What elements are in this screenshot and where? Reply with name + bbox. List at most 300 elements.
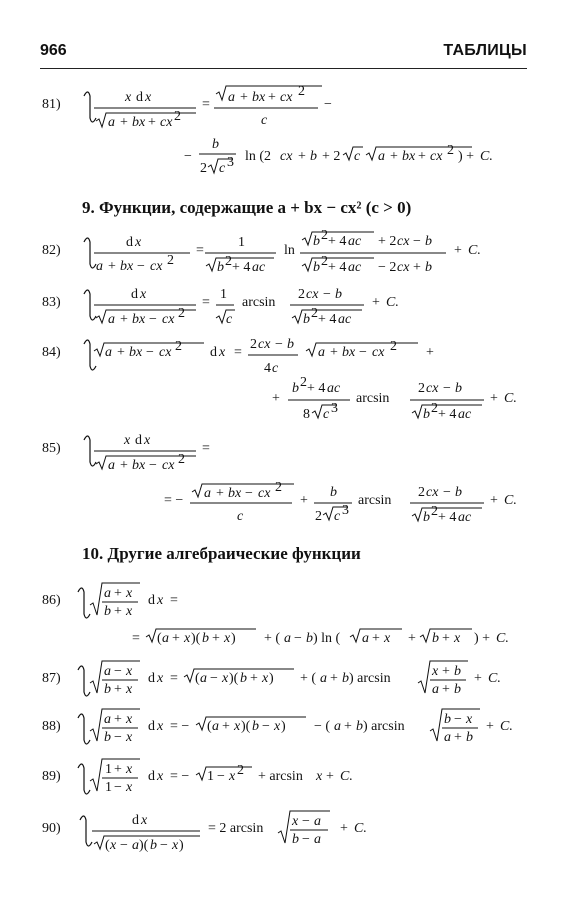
svg-text:+: + [212,631,220,646]
svg-text:b: b [335,287,342,302]
svg-text:3: 3 [227,155,234,170]
svg-text:b: b [313,234,320,249]
svg-text:a: a [104,664,111,679]
svg-text:−: − [413,234,421,249]
svg-text:2: 2 [225,254,232,269]
svg-text:x: x [135,235,142,250]
svg-text:C.: C. [500,719,513,734]
svg-text:cx: cx [280,90,293,105]
svg-text:86): 86) [42,593,61,608]
svg-text:c: c [219,161,226,176]
svg-text:a: a [104,712,111,727]
svg-text:a: a [96,259,103,274]
svg-text:+: + [108,259,116,274]
svg-text:x: x [222,671,229,686]
svg-text:+ 4: + 4 [328,234,347,249]
svg-text:+: + [114,604,122,619]
page-number: 966 [40,42,67,59]
svg-text:+: + [344,719,352,734]
svg-text:+ 4: + 4 [438,510,457,525]
svg-text:−: − [160,838,168,853]
svg-text:−: − [217,769,225,784]
svg-text:83): 83) [42,295,61,310]
svg-text:+ 4: + 4 [307,381,326,396]
svg-text:b: b [303,312,310,327]
svg-text:a: a [200,671,207,686]
svg-text:c: c [237,509,244,524]
svg-text:2: 2 [418,485,425,500]
svg-text:b: b [292,832,299,847]
svg-text:+: + [172,631,180,646]
svg-text:90): 90) [42,821,61,836]
svg-text:): ) [179,838,184,853]
svg-text:2: 2 [315,509,322,524]
svg-text:2: 2 [275,480,282,495]
svg-text:+: + [117,345,125,360]
svg-text:arcsin: arcsin [242,295,276,310]
svg-text:−: − [302,814,310,829]
svg-text:1: 1 [238,235,245,250]
svg-text:x: x [126,586,133,601]
svg-text:d: d [148,719,155,734]
svg-text:+: + [298,149,306,164]
svg-text:) arcsin: ) arcsin [363,719,405,734]
svg-text:+: + [442,664,450,679]
svg-text:b: b [240,671,247,686]
svg-text:b: b [104,604,111,619]
svg-text:x: x [126,604,133,619]
svg-text:+ arcsin: + arcsin [258,769,303,784]
svg-text:x: x [126,730,133,745]
svg-text:−: − [184,149,192,164]
svg-text:+: + [490,493,498,508]
svg-text:−: − [210,671,218,686]
svg-text:C.: C. [354,821,367,836]
svg-text:−: − [294,631,302,646]
svg-text:b: b [330,485,337,500]
svg-text:+: + [426,345,434,360]
svg-text:a: a [320,671,327,686]
svg-text:a: a [314,832,321,847]
svg-text:C.: C. [504,391,517,406]
svg-text:b: b [150,838,157,853]
svg-text:cx: cx [426,381,439,396]
svg-text:ac: ac [458,407,472,422]
svg-text:2: 2 [175,339,182,354]
svg-text:+ 4: + 4 [232,260,251,275]
svg-text:+: + [268,90,276,105]
svg-text:)(: )( [241,719,251,734]
svg-text:+: + [413,260,421,275]
svg-text:+: + [330,345,338,360]
svg-text:+: + [408,631,416,646]
svg-text:arcsin: arcsin [356,391,390,406]
svg-text:x: x [124,433,131,448]
svg-text:x: x [157,671,164,686]
svg-text:1: 1 [220,287,227,302]
svg-text:2: 2 [300,375,307,390]
svg-text:(: ( [105,838,110,853]
svg-text:cx: cx [430,149,443,164]
svg-text:b: b [423,510,430,525]
svg-text:c: c [272,361,279,376]
svg-text:−: − [275,337,283,352]
svg-text:a: a [314,814,321,829]
svg-text:d: d [148,671,155,686]
svg-text:−: − [146,345,154,360]
svg-text:−: − [114,780,122,795]
svg-text:a: a [228,90,235,105]
svg-text:−: − [443,485,451,500]
svg-text:=: = [202,441,210,456]
svg-text:C.: C. [480,149,493,164]
svg-text:−: − [324,97,332,112]
svg-text:cx: cx [150,259,163,274]
svg-text:C.: C. [340,769,353,784]
svg-text:x: x [145,90,152,105]
svg-text:=: = [202,295,210,310]
svg-text:+: + [300,493,308,508]
svg-text:+: + [442,682,450,697]
svg-text:3: 3 [331,401,338,416]
svg-text:+: + [372,295,380,310]
svg-text:= 2 arcsin: = 2 arcsin [208,821,264,836]
svg-text:1: 1 [207,769,214,784]
svg-text:C.: C. [496,631,509,646]
svg-text:2: 2 [418,381,425,396]
svg-text:C.: C. [488,671,501,686]
svg-text:a: a [432,682,439,697]
svg-text:+: + [390,149,398,164]
svg-text:cx: cx [397,260,410,275]
svg-text:= −: = − [164,493,184,508]
svg-text:− (: − ( [314,719,331,734]
svg-text:a: a [334,719,341,734]
svg-text:+: + [240,90,248,105]
svg-text:b: b [292,381,299,396]
svg-text:b: b [310,149,317,164]
svg-text:cx: cx [258,337,271,352]
svg-text:2: 2 [298,287,305,302]
svg-text:ln (2: ln (2 [245,149,272,164]
svg-text:1: 1 [105,762,112,777]
svg-text:−: − [443,381,451,396]
svg-text:2: 2 [174,109,181,124]
svg-text:ac: ac [327,381,341,396]
svg-text:+ 2: + 2 [378,234,397,249]
svg-text:2: 2 [321,228,328,243]
svg-text:=: = [202,97,210,112]
svg-text:−: − [302,832,310,847]
svg-text:x: x [229,769,236,784]
svg-text:84): 84) [42,345,61,360]
svg-text:a: a [318,345,325,360]
formula-number: 81) [42,97,61,112]
svg-text:bx: bx [342,345,356,360]
svg-text:x: x [466,712,473,727]
svg-text:a: a [105,345,112,360]
svg-text:b: b [252,719,259,734]
svg-text:=: = [234,345,242,360]
svg-text:+: + [114,586,122,601]
svg-text:−: − [137,259,145,274]
svg-text:89): 89) [42,769,61,784]
svg-text:cx: cx [159,345,172,360]
svg-text:x: x [157,593,164,608]
svg-text:−: − [454,712,462,727]
svg-text:3: 3 [342,503,349,518]
svg-text:−: − [149,458,157,473]
svg-text:cx: cx [160,115,173,130]
svg-text:c: c [261,113,268,128]
svg-text:bx: bx [129,345,143,360]
svg-text:a: a [212,719,219,734]
svg-text:x: x [157,719,164,734]
svg-text:a: a [104,586,111,601]
svg-text:= −: = − [170,769,190,784]
svg-text:cx: cx [162,312,175,327]
svg-text:a: a [204,486,211,501]
svg-text:b: b [455,381,462,396]
svg-text:=: = [132,631,140,646]
svg-text:) +: ) + [474,631,491,646]
svg-text:=: = [196,243,204,258]
svg-text:+: + [418,149,426,164]
svg-text:x: x [172,838,179,853]
svg-text:x: x [219,345,226,360]
svg-text:x: x [292,814,299,829]
svg-text:x: x [454,631,461,646]
svg-text:x: x [316,769,323,784]
svg-text:b: b [313,260,320,275]
svg-text:bx: bx [132,458,146,473]
svg-text:b: b [423,407,430,422]
svg-text:2: 2 [178,452,185,467]
svg-text:ac: ac [458,510,472,525]
svg-text:x: x [141,813,148,828]
svg-text:+: + [120,312,128,327]
svg-text:c: c [334,509,341,524]
svg-text:b: b [454,664,461,679]
svg-text:a: a [108,115,115,130]
svg-text:x: x [140,287,147,302]
svg-text:bx: bx [228,486,242,501]
svg-text:cx: cx [306,287,319,302]
svg-text:4: 4 [264,361,271,376]
svg-text:c: c [354,149,361,164]
svg-text:a: a [108,458,115,473]
svg-text:b: b [217,260,224,275]
svg-text:+: + [148,115,156,130]
svg-text:= −: = − [170,719,190,734]
svg-text:−: − [359,345,367,360]
svg-text:+: + [340,821,348,836]
svg-text:b: b [425,234,432,249]
svg-text:+ 4: + 4 [328,260,347,275]
svg-text:+: + [272,391,280,406]
svg-text:b: b [455,485,462,500]
svg-text:d: d [126,235,133,250]
svg-text:−: − [114,664,122,679]
svg-text:+: + [474,671,482,686]
svg-text:−: − [323,287,331,302]
svg-text:+: + [114,762,122,777]
svg-text:c: c [323,407,330,422]
svg-text:cx: cx [258,486,271,501]
svg-text:2: 2 [447,143,454,158]
svg-text:b: b [212,137,219,152]
svg-text:d: d [131,287,138,302]
svg-text:arcsin: arcsin [358,493,392,508]
svg-text:b: b [454,682,461,697]
svg-text:x: x [274,719,281,734]
svg-text:b: b [104,730,111,745]
svg-text:+: + [454,730,462,745]
svg-text:+: + [114,682,122,697]
svg-text:+: + [372,631,380,646]
svg-text:(: ( [195,671,200,686]
svg-text:− 2: − 2 [378,260,397,275]
svg-text:b: b [104,682,111,697]
svg-text:2: 2 [431,401,438,416]
svg-text:) ln (: ) ln ( [313,631,341,646]
svg-text:): ) [231,631,236,646]
svg-text:x: x [234,719,241,734]
svg-text:1: 1 [105,780,112,795]
svg-text:2: 2 [311,306,318,321]
svg-text:d: d [210,345,217,360]
svg-text:)(: )( [139,838,149,853]
svg-text:+ (: + ( [264,631,281,646]
svg-text:a: a [362,631,369,646]
svg-text:2: 2 [390,339,397,354]
svg-text:b: b [466,730,473,745]
svg-text:+: + [442,631,450,646]
svg-text:x: x [125,90,132,105]
svg-text:bx: bx [132,312,146,327]
section-9-text: 9. Функции, содержащие a + bx − cx² (c > 0) [82,198,412,217]
svg-text:87): 87) [42,671,61,686]
svg-text:+: + [486,719,494,734]
svg-text:+: + [120,458,128,473]
svg-text:x: x [224,631,231,646]
svg-text:a: a [378,149,385,164]
svg-text:88): 88) [42,719,61,734]
svg-text:ac: ac [252,260,266,275]
svg-text:+ (: + ( [300,671,317,686]
svg-text:2: 2 [298,84,305,99]
svg-text:): ) [281,719,286,734]
svg-text:−: − [245,486,253,501]
svg-text:b: b [342,671,349,686]
svg-text:a: a [284,631,291,646]
svg-text:bx: bx [132,115,146,130]
svg-text:+: + [454,243,462,258]
svg-text:cx: cx [162,458,175,473]
svg-text:C.: C. [386,295,399,310]
svg-text:2: 2 [321,254,328,269]
svg-text:85): 85) [42,441,61,456]
svg-text:2: 2 [237,763,244,778]
svg-text:+ 4: + 4 [438,407,457,422]
svg-text:−: − [262,719,270,734]
svg-text:)(: )( [229,671,239,686]
svg-text:2: 2 [250,337,257,352]
svg-text:b: b [356,719,363,734]
svg-text:8: 8 [303,407,310,422]
svg-text:2: 2 [200,161,207,176]
svg-text:x: x [126,682,133,697]
svg-text:x: x [110,838,117,853]
svg-text:x: x [157,769,164,784]
svg-text:x: x [126,664,133,679]
svg-text:d: d [136,90,143,105]
svg-text:)(: )( [191,631,201,646]
svg-text:x: x [126,762,133,777]
svg-text:x: x [126,712,133,727]
svg-text:+: + [216,486,224,501]
svg-text:c: c [226,312,233,327]
svg-text:−: − [114,730,122,745]
svg-text:d: d [135,433,142,448]
svg-text:+: + [330,671,338,686]
svg-text:x: x [384,631,391,646]
svg-text:(: ( [157,631,162,646]
svg-text:ln: ln [284,243,295,258]
svg-text:b: b [306,631,313,646]
svg-text:−: − [120,838,128,853]
svg-text:2: 2 [431,504,438,519]
svg-text:+: + [222,719,230,734]
svg-text:ac: ac [338,312,352,327]
svg-text:82): 82) [42,243,61,258]
svg-text:b: b [432,631,439,646]
svg-text:+: + [490,391,498,406]
svg-text:) +: ) + [458,149,475,164]
section-10-text: 10. Другие алгебраические функции [82,544,361,563]
svg-text:): ) [269,671,274,686]
svg-text:a: a [444,730,451,745]
svg-text:=: = [170,671,178,686]
svg-text:a: a [162,631,169,646]
svg-text:2: 2 [178,306,185,321]
svg-text:cx: cx [397,234,410,249]
svg-text:+: + [250,671,258,686]
svg-text:x: x [144,433,151,448]
svg-text:2: 2 [167,253,174,268]
svg-text:C.: C. [504,493,517,508]
svg-text:+: + [114,712,122,727]
svg-text:bx: bx [120,259,134,274]
svg-text:cx: cx [372,345,385,360]
svg-text:x: x [432,664,439,679]
svg-text:a: a [132,838,139,853]
svg-text:=: = [170,593,178,608]
svg-text:) arcsin: ) arcsin [349,671,391,686]
svg-text:x: x [184,631,191,646]
svg-text:b: b [202,631,209,646]
running-title: ТАБЛИЦЫ [443,42,527,59]
svg-text:+: + [326,769,334,784]
svg-text:C.: C. [468,243,481,258]
svg-text:+: + [120,115,128,130]
svg-text:a: a [108,312,115,327]
svg-text:bx: bx [402,149,416,164]
svg-text:ac: ac [348,260,362,275]
svg-text:+ 4: + 4 [318,312,337,327]
svg-text:d: d [132,813,139,828]
svg-text:cx: cx [280,149,293,164]
